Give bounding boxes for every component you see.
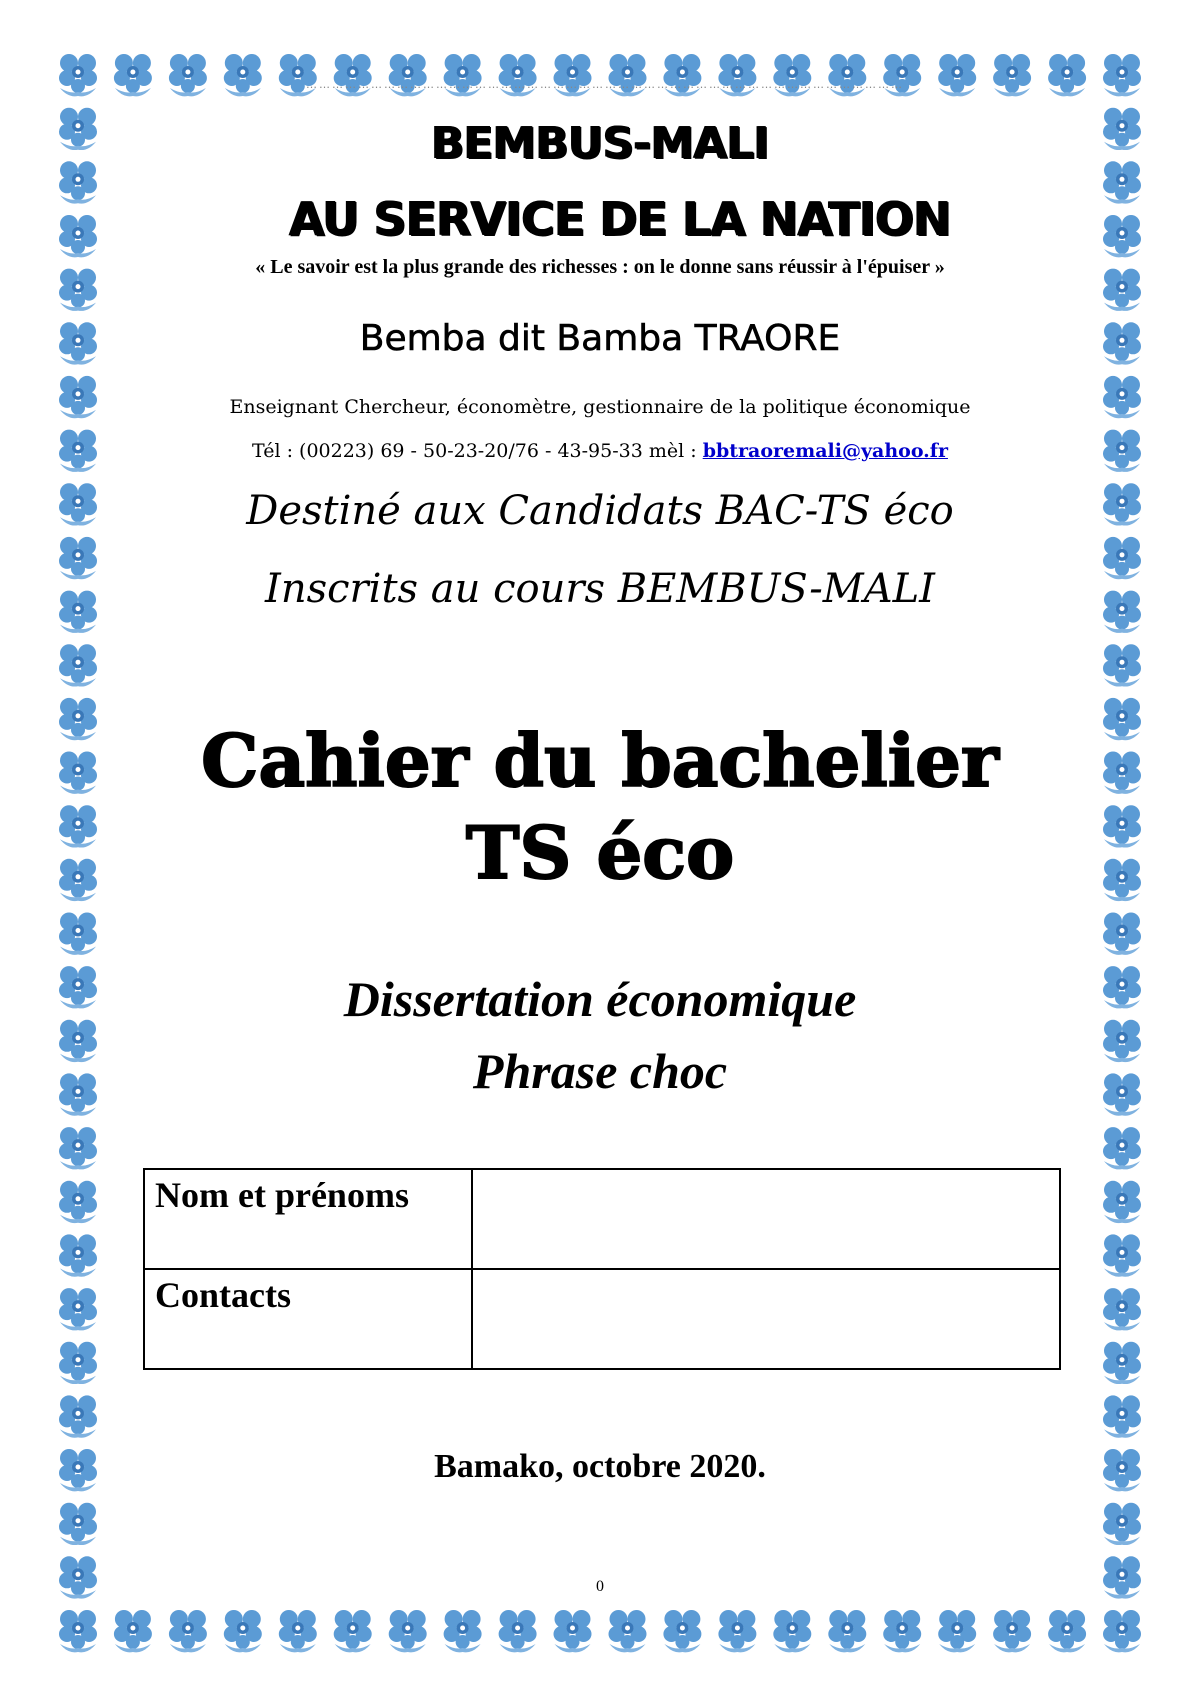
main-title: Cahier du bachelier (201, 718, 999, 803)
name-value-cell[interactable] (472, 1169, 1060, 1269)
table-row (144, 1169, 1060, 1269)
subject-line-1: Dissertation économique (343, 971, 857, 1027)
organization-motto: AU SERVICE DE LA NATION (289, 192, 951, 246)
email-link[interactable]: bbtraoremali@yahoo.fr (702, 440, 948, 462)
author-contact (0, 440, 1200, 462)
student-info-table (143, 1168, 1061, 1370)
contacts-value-cell[interactable] (472, 1269, 1060, 1369)
audience-line-2: Inscrits au cours BEMBUS-MALI (265, 566, 935, 612)
author-role: Enseignant Chercheur, économètre, gestionnaire de la politique économique (229, 396, 971, 418)
phone-text: Tél : (00223) 69 - 50-23-20/76 - 43-95-33 mèl : (252, 440, 703, 462)
author-name: Bemba dit Bamba TRAORE (359, 318, 841, 359)
place-date: Bamako, octobre 2020. (434, 1448, 766, 1485)
table-row (144, 1269, 1060, 1369)
main-subtitle: TS éco (465, 810, 735, 895)
faint-dotted-line: ………………………………………………………………………………………………………………………… (306, 78, 904, 91)
organization-name: BEMBUS-MALI (431, 118, 769, 169)
page-number: 0 (596, 1578, 604, 1595)
subject-line-2: Phrase choc (472, 1043, 728, 1099)
name-label: Nom et prénoms (144, 1169, 472, 1269)
contacts-label: Contacts (144, 1269, 472, 1369)
audience-line-1: Destiné aux Candidats BAC-TS éco (246, 488, 954, 534)
quote: « Le savoir est la plus grande des richesses : on le donne sans réussir à l'épuiser » (255, 256, 945, 278)
